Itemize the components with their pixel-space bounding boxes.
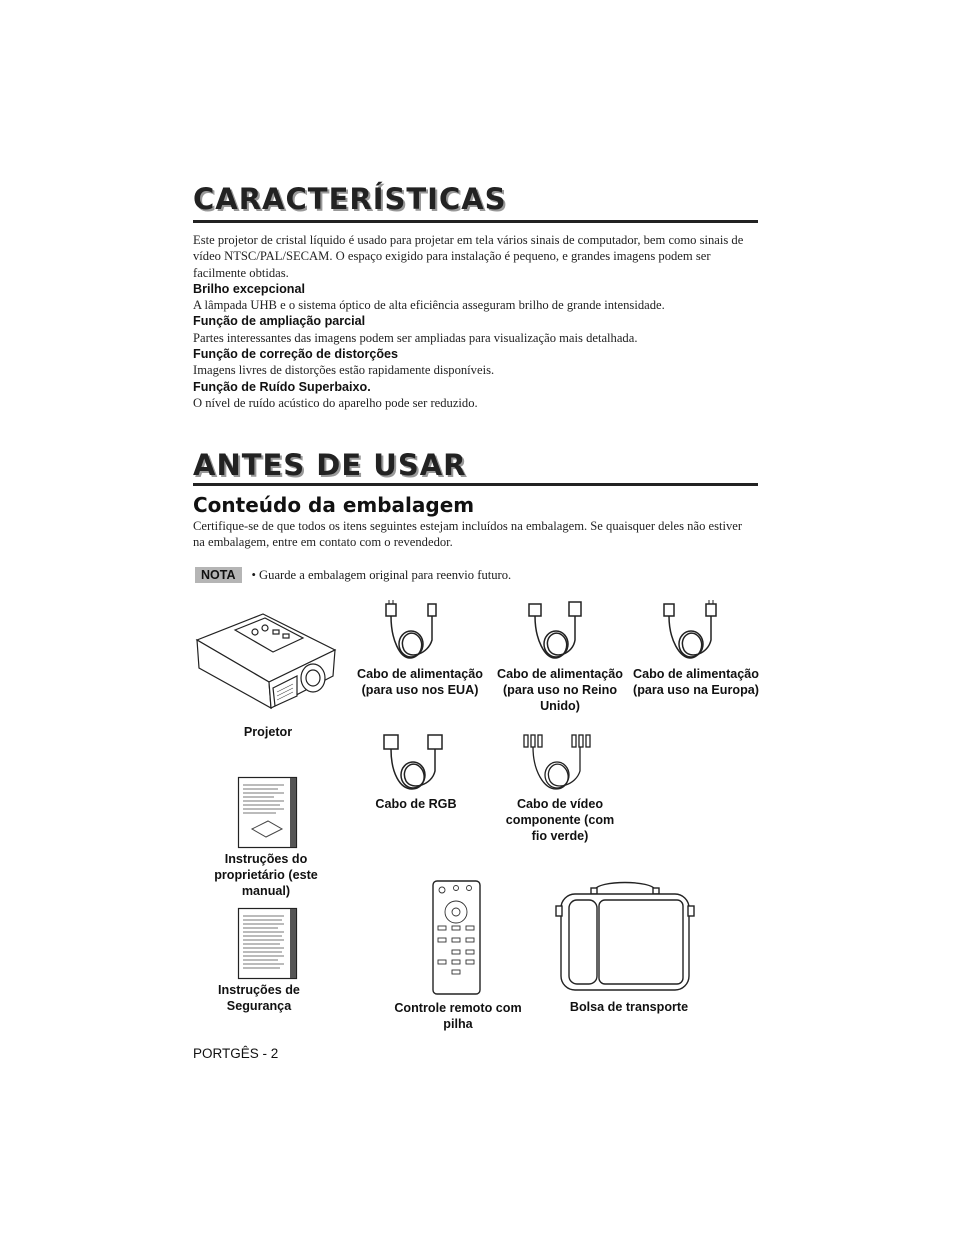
component-video-cable-illustration [522, 731, 594, 795]
nota-row [195, 566, 511, 584]
feature-text: Partes interessantes das imagens podem ser ampliadas para visualização mais detalhada. [193, 330, 638, 345]
intro-paragraph: Certifique-se de que todos os itens seguintes estejam incluídos na embalagem. Se quaisquer deles não estiver na embalagem, entre em contato com o revendedor. [193, 519, 743, 550]
feature-text: A lâmpada UHB e o sistema óptico de alta eficiência asseguram brilho de grande intensidade. [193, 298, 665, 313]
caption-cabo-rgb: Cabo de RGB [375, 797, 457, 811]
caracteristicas-body [193, 232, 763, 411]
power-cable-uk-illustration [525, 600, 595, 664]
feature-heading: Função de ampliação parcial [193, 314, 366, 329]
title-rule [193, 483, 758, 486]
power-cable-eua-illustration [380, 600, 450, 664]
rgb-cable-illustration [380, 733, 450, 795]
caption-bolsa: Bolsa de transporte [569, 1000, 689, 1014]
feature-heading: Função de Ruído Superbaixo. [193, 379, 371, 394]
projector-illustration [193, 608, 343, 718]
antes-intro [193, 518, 753, 551]
remote-control-illustration [432, 880, 482, 996]
caption-manual: Instruções do proprietário (este manual) [214, 852, 318, 898]
caption-cabo-reino-unido: Cabo de alimentação (para uso no Reino Unido) [497, 667, 623, 713]
nota-badge: NOTA [195, 567, 242, 583]
safety-instructions-illustration [238, 908, 298, 980]
feature-heading: Função de correção de distorções [193, 347, 399, 362]
feature-heading: Brilho excepcional [193, 281, 305, 296]
caption-seguranca: Instruções de Segurança [218, 983, 300, 1013]
page-number: PORTGÊS - 2 [193, 1046, 279, 1061]
title-rule [193, 220, 758, 223]
caption-cabo-eua: Cabo de alimentação (para uso nos EUA) [357, 667, 483, 697]
owners-manual-illustration [238, 777, 298, 849]
section-title-antes-de-usar: ANTES DE USAR [193, 448, 467, 482]
power-cable-europa-illustration [660, 600, 730, 664]
caption-cabo-video: Cabo de vídeo componente (com fio verde) [505, 797, 615, 843]
feature-text: O nível de ruído acústico do aparelho pode ser reduzido. [193, 395, 478, 410]
caption-controle: Controle remoto com pilha [394, 1001, 522, 1031]
section-title-caracteristicas: CARACTERÍSTICAS [193, 182, 507, 216]
nota-text: • Guarde a embalagem original para reenvio futuro. [251, 568, 512, 582]
feature-text: Imagens livres de distorções estão rapidamente disponíveis. [193, 363, 495, 378]
caption-projetor: Projetor [243, 725, 293, 739]
subtitle-conteudo: Conteúdo da embalagem [193, 493, 475, 517]
intro-paragraph: Este projetor de cristal líquido é usado para projetar em tela vários sinais de computador, bem como sinais de vídeo NTSC/PAL/SECAM. O espaço exigido para instalação é pequeno, e grandes imagens podem ser facilmente obtidas. [193, 233, 744, 280]
carrying-bag-illustration [555, 876, 695, 994]
caption-cabo-europa: Cabo de alimentação (para uso na Europa) [633, 667, 759, 697]
